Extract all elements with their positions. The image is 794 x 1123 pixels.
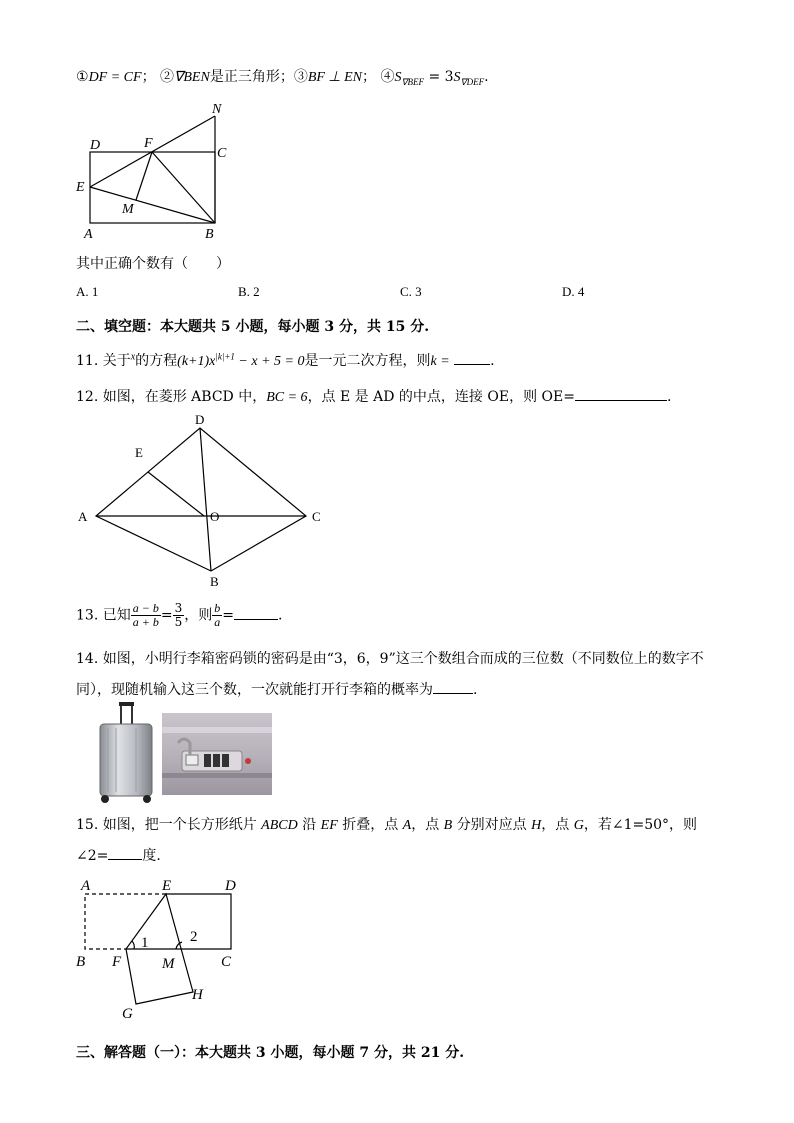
- q15-text: ，点: [411, 817, 440, 833]
- angle-1-label: 1: [141, 935, 149, 951]
- segment-fb: [152, 152, 215, 223]
- combination-lock-photo: [162, 713, 272, 795]
- separator: ；: [141, 69, 156, 85]
- q11-prefix: 11. 关于: [76, 353, 131, 369]
- label-n: N: [212, 102, 222, 117]
- label-d: D: [195, 412, 205, 427]
- q15-angle2: ∠2=: [76, 848, 109, 864]
- denominator: a + b: [132, 615, 159, 629]
- label-e: E: [162, 878, 172, 894]
- answer-blank[interactable]: [454, 350, 490, 365]
- statement-1-mark: ①: [76, 69, 89, 85]
- q11-after: 是一元二次方程，则: [304, 353, 431, 369]
- label-c: C: [312, 509, 321, 524]
- q13-prefix: 13. 已知: [76, 607, 131, 624]
- q12: [76, 386, 671, 406]
- q14-line-1: 14. 如图，小明行李箱密码锁的密码是由“3，6，9”这三个数组合而成的三位数（不同数位上的数字不: [76, 651, 704, 667]
- fraction-b-a: [212, 602, 222, 629]
- label-d: D: [225, 878, 236, 894]
- denominator: a: [214, 615, 221, 629]
- statement-4-sub1: ∇BEF: [401, 76, 424, 87]
- label-b: B: [205, 227, 214, 242]
- answer-blank[interactable]: [575, 386, 667, 401]
- q14-text: 同），现随机输入这三个数，一次就能打开行李箱的概率为: [76, 682, 433, 698]
- q11-eq-exp: |k|+1: [215, 351, 235, 362]
- period: .: [484, 69, 489, 85]
- q15-abcd: ABCD: [261, 818, 298, 833]
- q11-eq-b: − x + 5 = 0: [234, 354, 305, 369]
- equals: =: [160, 607, 173, 624]
- label-m: M: [162, 956, 175, 972]
- label-o: O: [210, 509, 220, 524]
- statement-4-mark: ④: [380, 69, 395, 85]
- fraction-3-5: [173, 602, 185, 629]
- label-h: H: [192, 987, 203, 1003]
- statement-4-s2: S: [453, 70, 461, 85]
- statement-2-mark: ②: [160, 69, 175, 85]
- label-c: C: [217, 146, 227, 161]
- q15-point-b: B: [443, 818, 453, 833]
- label-a: A: [84, 227, 93, 242]
- label-f: F: [112, 954, 122, 970]
- segment-eb: [90, 187, 215, 223]
- q15-figure: [70, 872, 260, 1022]
- q15-point-a: A: [402, 818, 412, 833]
- q15-text: ，点: [541, 817, 570, 833]
- q15-point-h: H: [531, 818, 542, 833]
- q11-var: x: [130, 351, 136, 363]
- q10-statements: [76, 66, 489, 88]
- period: .: [666, 389, 672, 405]
- numerator: a − b: [132, 601, 159, 615]
- q11-k: k =: [430, 354, 450, 369]
- q12-figure: [70, 408, 340, 593]
- statement-3: BF ⊥ EN: [307, 70, 363, 85]
- statement-1: DF = CF: [88, 70, 142, 85]
- fraction-a-b: [131, 602, 161, 629]
- period: .: [277, 607, 283, 624]
- label-a: A: [81, 878, 91, 894]
- segment-oe: [148, 472, 204, 516]
- period: .: [490, 353, 495, 369]
- q11-eq-a: (k+1): [177, 354, 210, 369]
- q11-mid: 的方程: [135, 353, 178, 369]
- rhombus-abcd: [96, 428, 306, 571]
- q15-text: ，若∠1=50°，则: [583, 817, 698, 833]
- label-b: B: [76, 954, 86, 970]
- label-a: A: [78, 509, 88, 524]
- option-b: B. 2: [238, 284, 260, 299]
- q12-text: ，点 E 是 AD 的中点，连接 OE，则 OE=: [307, 389, 575, 405]
- numerator: 3: [174, 601, 183, 615]
- q12-cond: BC = 6: [266, 390, 308, 405]
- label-m: M: [122, 202, 134, 217]
- numerator: b: [214, 601, 221, 615]
- option-a: A. 1: [76, 284, 99, 299]
- q15-unit: 度.: [142, 848, 161, 864]
- answer-blank[interactable]: [433, 679, 473, 694]
- statement-2: 是正三角形；: [209, 69, 294, 85]
- rectangle-abcd: [90, 152, 215, 223]
- option-d: D. 4: [562, 284, 585, 299]
- q13: [76, 602, 282, 629]
- statement-4-eq: = 3: [424, 69, 454, 85]
- angle-1-arc: [132, 941, 134, 949]
- q13-mid: ，则: [184, 607, 213, 624]
- label-f: F: [144, 136, 153, 151]
- q15-text: 15. 如图，把一个长方形纸片: [76, 817, 257, 833]
- q14-line-2: [76, 679, 477, 699]
- q12-prefix: 12. 如图，在菱形 ABCD 中，: [76, 389, 267, 405]
- q15-ef: EF: [320, 818, 338, 833]
- section-3-title: 三、解答题（一）：本大题共 3 小题，每小题 7 分，共 21 分.: [76, 1045, 465, 1061]
- section-2-title: 二、填空题：本大题共 5 小题，每小题 3 分，共 15 分.: [76, 319, 430, 335]
- original-position: [85, 894, 166, 949]
- label-g: G: [122, 1006, 133, 1022]
- statement-2-symbol: ∇BEN: [174, 70, 210, 85]
- equals: =: [222, 607, 234, 624]
- period: .: [473, 682, 478, 698]
- q15-text: 分别对应点: [456, 817, 527, 833]
- label-e: E: [76, 180, 85, 195]
- q10-figure: [70, 98, 240, 243]
- label-d: D: [90, 138, 101, 153]
- q11: [76, 350, 495, 370]
- option-c: C. 3: [400, 284, 422, 299]
- q15-text: 折叠，点: [342, 817, 399, 833]
- statement-3-mark: ③: [293, 69, 308, 85]
- rectangle-remaining: [166, 894, 231, 949]
- answer-blank[interactable]: [108, 845, 142, 860]
- diagonal-bd: [200, 428, 211, 571]
- q15-line-2: [76, 845, 161, 865]
- statement-4-s1: S: [394, 70, 402, 85]
- separator: ；: [362, 69, 377, 85]
- suitcase-photo: [96, 702, 156, 804]
- answer-blank[interactable]: [234, 605, 278, 620]
- statement-4-sub2: ∇DEF: [460, 76, 485, 87]
- q15-point-g: G: [573, 818, 584, 833]
- q15-text: 沿: [302, 817, 317, 833]
- q11-eq-x: x: [209, 354, 216, 369]
- label-b: B: [210, 574, 219, 589]
- angle-2-label: 2: [190, 929, 198, 945]
- q15-line-1: [76, 814, 697, 834]
- label-c: C: [221, 954, 232, 970]
- q10-question: 其中正确个数有（ ）: [76, 256, 230, 272]
- denominator: 5: [174, 615, 183, 629]
- label-e: E: [135, 445, 143, 460]
